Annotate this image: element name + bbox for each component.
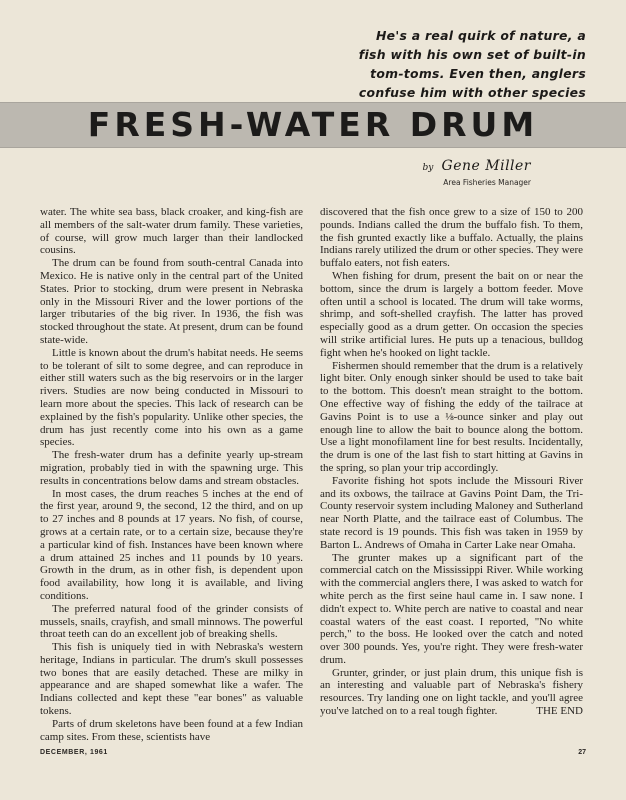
paragraph: Favorite fishing hot spots include the Missouri River and its oxbows, the tailrace at Gavins Point Dam, the Tri-County reservoir system including Maloney and Sutherland near North Platte, and the tailrace east of Columbus. The state record is 19 pounds. This fish was taken in 1959 by Barton L. Andrews of Omaha in Carter Lake near Omaha.: [320, 474, 583, 551]
intro-blurb: [326, 26, 586, 102]
intro-line: He's a real quirk of nature, a: [375, 28, 586, 43]
right-column: [320, 206, 583, 746]
author-role: Area Fisheries Manager: [443, 178, 531, 187]
paragraph: The drum can be found from south-central Canada into Mexico. He is native only in the central part of the United States. Prior to stocking, drum were present in Nebraska only in the Missouri River and the lower portions of the larger tributaries of the big river. In 1936, the fish was stocked throughout the state. At present, drum can be found state-wide.: [40, 257, 303, 346]
page-number: 27: [578, 749, 586, 756]
intro-line: fish with his own set of built-in: [358, 47, 586, 62]
paragraph: discovered that the fish once grew to a size of 150 to 200 pounds. Indians called the drum the buffalo fish. To them, the fish grunted exactly like a buffalo. Actually, the plains Indians rarely utilized the drum or other species. They were buffalo eaters, not fish eaters.: [320, 206, 583, 270]
byline: [423, 158, 531, 174]
paragraph-text: Grunter, grinder, or just plain drum, this unique fish is an interesting and valuable part of Nebraska's fishery resources. Try landing one on light tackle, and you'll agree you've latched on to a real tough fighter.: [320, 666, 583, 718]
paragraph: The preferred natural food of the grinder consists of mussels, snails, crayfish, and small minnows. The powerful throat teeth can do an excellent job of breaking shells.: [40, 602, 303, 641]
intro-line: tom-toms. Even then, anglers: [370, 66, 586, 81]
paragraph: Fishermen should remember that the drum is a relatively light biter. Only enough sinker should be used to take bait to the bottom. This doesn't mean straight to the bottom. One effective way of fishing the eddy of the tailrace at Gavins Point is to use a ⅛-ounce sinker and play out enough line to allow the bait to bounce along the bottom. Use a light monofilament line for best results. Incidentally, the drum is one of the last fish to start hitting at Gavins in the spring, so plan your trip accordingly.: [320, 359, 583, 474]
byline-prefix: by: [422, 163, 434, 173]
issue-date: DECEMBER, 1961: [40, 749, 108, 756]
intro-line: confuse him with other species: [358, 85, 586, 100]
author-name: Gene Miller: [441, 158, 531, 174]
paragraph: In most cases, the drum reaches 5 inches at the end of the first year, around 9, the second, 12 the third, and on up to 27 inches and 8 pounds at 17 years. No fish, of course, grows at a certain rate, or to a certain size, because they're a particular kind of fish. Instances have been known where a drum attained 25 inches and 11 pounds by 10 years. Growth in the drum, as in other fish, is dependent upon food availability, how long it is available, and living conditions.: [40, 487, 303, 602]
final-paragraph: [320, 667, 583, 718]
the-end: THE END: [536, 705, 583, 718]
paragraph: The grunter makes up a significant part of the commercial catch on the Mississippi River. While working with the commercial anglers there, I was asked to watch for white perch as the first seine haul came in. I saw none. I didn't expect to. White perch are native to coastal and near coastal waters of the east coast. I reported, "No white perch," to the boss. He looked over the catch and noted over 300 pounds. Yes, you're right. They were fresh-water drum.: [320, 551, 583, 666]
paragraph: The fresh-water drum has a definite yearly up-stream migration, probably tied in with the spawning urge. This results in concentrations below dams and stream obstacles.: [40, 449, 303, 487]
paragraph: This fish is uniquely tied in with Nebraska's western heritage, Indians in particular. The drum's skull possesses two bones that are easily detached. These are milky in appearance and are shaped somewhat like a wafer. The Indians collected and kept these "ear bones" as valuable tokens.: [40, 641, 303, 718]
paragraph: Parts of drum skeletons have been found at a few Indian camp sites. From these, scientists have: [40, 717, 303, 743]
paragraph: water. The white sea bass, black croaker, and king-fish are all members of the salt-water drum family. These varieties, of course, will grow much larger than their landlocked cousins.: [40, 206, 303, 257]
paragraph: When fishing for drum, present the bait on or near the bottom, since the drum is largely a bottom feeder. Move often until a school is located. The drum will take worms, shrimp, and soft-shelled crayfish. The latter has proved especially good as a drum getter. On occasion the species will strike artificial lures. He puts up a tenacious, bulldog fight when he's hooked on light tackle.: [320, 269, 583, 359]
title-banner: [0, 102, 626, 148]
article-title: FRESH-WATER DRUM: [87, 105, 539, 144]
paragraph: Little is known about the drum's habitat needs. He seems to be tolerant of silt to some degree, and can reproduce in either still waters such as the big reservoirs or in the larger rivers. Studies are now being conducted in Missouri to learn more about the species. This lack of research can be explained by the fish's popularity. Unlike other species, the drum has just recently come into his own as a game species.: [40, 346, 303, 449]
left-column: [40, 206, 303, 746]
